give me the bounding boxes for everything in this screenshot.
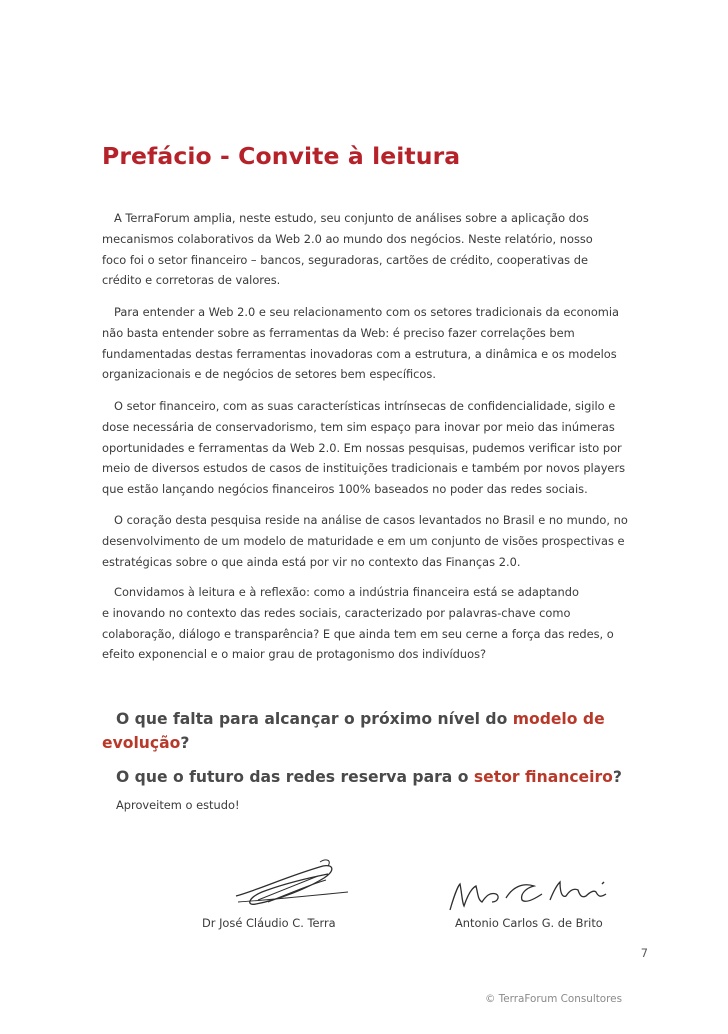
signature-brito bbox=[446, 870, 626, 920]
question-2-text: O que o futuro das redes reserva para o bbox=[116, 768, 474, 786]
paragraph-1: A TerraForum amplia, neste estudo, seu conjunto de análises sobre a aplicação dos mecanismos colaborativos da Web 2.0 ao mundo dos negócios. Neste relatório, nosso foco foi o setor financeiro – bancos, seguradoras, cartões de crédito, cooperativas de crédito e corretoras de valores. bbox=[102, 211, 593, 288]
signature-terra bbox=[228, 856, 358, 912]
page-title: Prefácio - Convite à leitura bbox=[102, 142, 461, 170]
question-1-highlight: modelo de evolução bbox=[102, 710, 605, 752]
page-number: 7 bbox=[640, 946, 648, 960]
question-1-suffix: ? bbox=[180, 734, 190, 752]
question-1 bbox=[102, 707, 622, 755]
closing-text: Aproveitem o estudo! bbox=[116, 798, 240, 812]
paragraph-2: Para entender a Web 2.0 e seu relacionamento com os setores tradicionais da economia não basta entender sobre as ferramentas da Web: é preciso fazer correlações bem fundamentadas destas ferramentas inovadoras com a estrutura, a dinâmica e os modelos organizacionais e de negócios de setores bem específicos. bbox=[102, 305, 620, 382]
question-2-highlight: setor financeiro bbox=[473, 768, 613, 786]
question-2 bbox=[116, 765, 636, 789]
paragraph-4: O coração desta pesquisa reside na análise de casos levantados no Brasil e no mundo, no desenvolvimento de um modelo de maturidade e em um conjunto de visões prospectivas e estratégicas sobre o que ainda está por vir no contexto das Finanças 2.0. bbox=[102, 513, 628, 569]
question-2-suffix: ? bbox=[612, 768, 622, 786]
signature-name-brito: Antonio Carlos G. de Brito bbox=[455, 916, 603, 930]
signature-name-terra: Dr José Cláudio C. Terra bbox=[202, 916, 336, 930]
question-1-text: O que falta para alcançar o próximo nível do bbox=[116, 710, 513, 728]
copyright-footer: © TerraForum Consultores bbox=[484, 993, 622, 1005]
paragraph-3: O setor financeiro, com as suas características intrínsecas de confidencialidade, sigilo e dose necessária de conservadorismo, tem sim espaço para inovar por meio das inúmeras oportunidades e ferramentas da Web 2.0. Em nossas pesquisas, pudemos verificar isto por meio de diversos estudos de casos de instituições tradicionais e também por novos players que estão lançando negócios financeiros 100% baseados no poder das redes sociais. bbox=[102, 399, 626, 497]
paragraph-5: Convidamos à leitura e à reflexão: como a indústria financeira está se adaptando e inovando no contexto das redes sociais, caracterizado por palavras-chave como colaboração, diálogo e transparência? E que ainda tem em seu cerne a força das redes, o efeito exponencial e o maior grau de protagonismo dos indivíduos? bbox=[102, 585, 614, 662]
